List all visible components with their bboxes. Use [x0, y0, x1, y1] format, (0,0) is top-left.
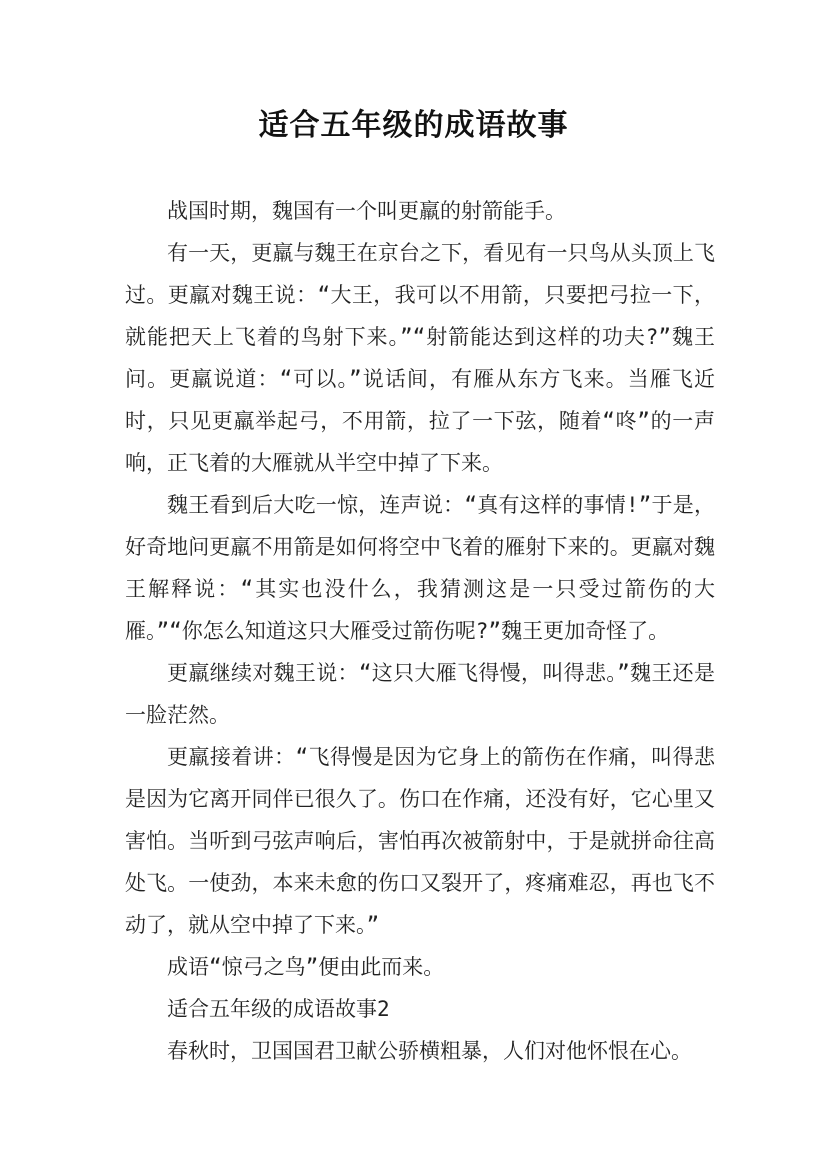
paragraph: 战国时期，魏国有一个叫更羸的射箭能手。: [167, 199, 566, 223]
paragraph: 魏王看到后大吃一惊，连声说：“真有这样的事情!”于是，好奇地问更羸不用箭是如何将空中飞着的雁射下来的。更羸对魏王解释说：“其实也没什么，我猜测这是一只受过箭伤的大雁。”“你怎么知道这只大雁受过箭伤呢?”魏王更加奇怪了。: [125, 493, 715, 643]
document-body: [125, 190, 715, 1072]
paragraph: 成语“惊弓之鸟”便由此而来。: [167, 955, 445, 979]
section-heading: 适合五年级的成语故事2: [167, 997, 390, 1021]
paragraph: 更羸继续对魏王说：“这只大雁飞得慢，叫得悲。”魏王还是一脸茫然。: [125, 661, 715, 727]
document-title: 适合五年级的成语故事: [258, 108, 569, 143]
paragraph: 春秋时，卫国国君卫献公骄横粗暴，人们对他怀恨在心。: [167, 1039, 692, 1063]
paragraph: 有一天，更羸与魏王在京台之下，看见有一只鸟从头顶上飞过。更羸对魏王说：“大王，我可以不用箭，只要把弓拉一下，就能把天上飞着的鸟射下来。”“射箭能达到这样的功夫?”魏王问。更羸说道：“可以。”说话间，有雁从东方飞来。当雁飞近时，只见更羸举起弓，不用箭，拉了一下弦，随着“咚”的一声响，正飞着的大雁就从半空中掉了下来。: [125, 241, 715, 475]
paragraph: 更羸接着讲：“飞得慢是因为它身上的箭伤在作痛，叫得悲是因为它离开同伴已很久了。伤口在作痛，还没有好，它心里又害怕。当听到弓弦声响后，害怕再次被箭射中，于是就拼命往高处飞。一使劲，本来未愈的伤口又裂开了，疼痛难忍，再也飞不动了，就从空中掉了下来。”: [125, 745, 715, 937]
